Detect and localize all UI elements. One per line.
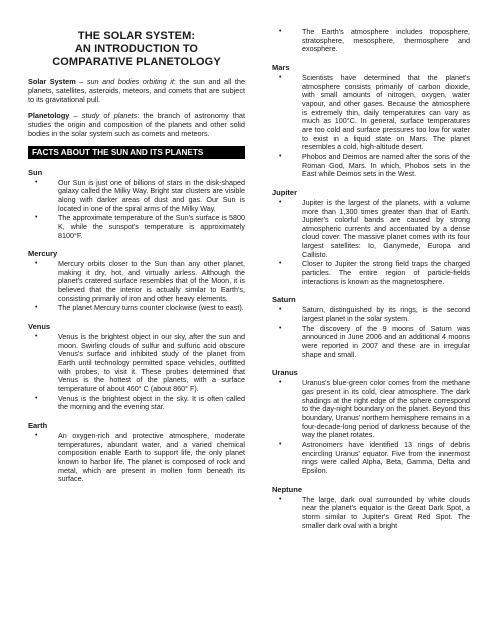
section-sun [28,168,245,241]
fact-item: • Saturn, distinguished by its rings, is the second largest planet in the solar system. [279,305,470,324]
fact-item: • The planet Mercury turns counter clockwise (west to east). [35,303,244,313]
short-def-solar-system: – sun and bodies orbiting it [75,77,174,86]
bullet-icon: • [279,260,282,268]
section-heading: Jupiter [272,187,298,197]
title-line-3: COMPARATIVE PLANETOLOGY [52,56,221,68]
bullet-icon: • [279,198,282,206]
bullet-icon: • [279,73,282,81]
fact-item: • Astronomers have identified 13 rings of debris encircling Uranus' equator. Five from the innermost rings were called Alpha, Beta, Gamma, Delta and Epsilon. [279,439,470,475]
title-line-1: THE SOLAR SYSTEM: [77,30,196,42]
bullet-icon: • [279,152,282,160]
bullet-icon: • [279,306,282,314]
section-saturn [272,295,470,359]
fact-item: • Uranus's blue-green color comes from the methane gas present in its cold, clear atmosphere. The dark shadings at the right edge of the sphere correspond to the day-night boundary on the planet. Beyond this boundary, Uranus' northern hemisphere remains in a four-decade-long period of darkness because of the way the planet rotates. [279,378,470,440]
bullet-icon: • [279,440,282,448]
section-mercury [28,249,245,313]
section-heading: Uranus [272,368,298,378]
bullet-icon: • [35,260,38,268]
fact-item: • Mercury orbits closer to the Sun than any other planet, making it dry, hot, and virtually airless. Although the planet's cratered surface resembles that of the Moon, it is believed that the interior is actually similar to Earth's, consisting primarily of iron and other heavy elements. [35,259,245,303]
short-def-planetology: – study of planets [69,111,138,121]
section-heading: Mercury [28,249,58,259]
fact-item: • Scientists have determined that the planet's atmosphere consists primarily of carbon dioxide, with small amounts of nitrogen, oxygen, water vapour, and other gases. Because the atmosphere is extremely thin, daily temperatures can vary as much as 100°C. In general, surface temperatures are too cold and surface pressures too low for water to exist in a liquid state on Mars. The planet resembles a cold, high-altitude desert. [279,72,470,152]
bullet-icon: • [279,28,282,35]
definition-planetology [28,111,245,138]
section-uranus [272,368,470,475]
section-heading: Earth [28,421,48,430]
fact-item: • The approximate temperature of the Sun's surface is 5800 K, while the sunspot's temperature is approximately 8100°F. [35,213,245,240]
term-solar-system: Solar System [28,77,76,86]
fact-item: • The Earth's atmosphere includes troposphere, stratosphere, mesosphere, thermosphere and exosphere. [279,27,470,54]
fact-item: • Closer to Jupiter the strong field traps the charged particles. The entire region of particle-fields interactions is known as the magnetosphere. [279,259,470,286]
term-planetology: Planetology [28,111,70,121]
title-line-2: AN INTRODUCTION TO [74,43,199,55]
definition-solar-system [28,77,245,104]
long-def-solar-system: : the sun and all the planets, satellites, asteroids, meteors, and comets that are subject to its gravitational pull. [28,77,245,105]
section-jupiter [272,188,470,287]
fact-item: • Phobos and Deimos are named after the sons of the Roman God, Mars. In which, Phobos sets in the East while Deimos sets in the West. [279,151,470,179]
section-earth [28,421,245,484]
bullet-icon: • [279,495,282,503]
bullet-icon: • [35,432,38,439]
long-def-planetology: : the branch of astronomy that studies the origin and composition of the planets and other solid bodies in the solar system such as comets and meteors. [28,111,245,139]
document-title [28,30,245,69]
bullet-icon: • [35,214,38,222]
left-column [28,30,245,493]
bullet-icon: • [35,178,38,186]
bullet-icon: • [35,394,38,402]
fact-item: • Jupiter is the largest of the planets, with a volume more than 1,300 times greater than that of Earth. Jupiter's colorful bands are caused by strong atmospheric currents and accentuated by a dense cloud cover. The massive planet comes with its four largest satellites: Io, Ganymede, Europa and Callisto. [279,197,470,259]
section-heading: Saturn [272,295,296,305]
bullet-icon: • [35,333,38,341]
section-heading: Sun [28,167,43,177]
fact-item: • Venus is the brightest object in the sky. It is often called the morning and the evening star. [35,393,245,412]
section-neptune [272,485,470,531]
fact-item: • An oxygen-rich and protective atmosphere, moderate temperatures, abundant water, and a varied chemical composition enable Earth to support life, the only planet known to harbor life. The planet is composed of rock and metal, which are present in molten form beneath its surface. [35,431,245,484]
bullet-icon: • [35,304,38,312]
facts-banner: FACTS ABOUT THE SUN AND ITS PLANETS [28,146,245,159]
fact-item: • The discovery of the 9 moons of Saturn was announced in June 2006 and an additional 4 moons were reported in 2007 and these are in irregular shape and small. [279,323,470,359]
section-heading: Neptune [272,484,302,494]
section-heading: Venus [28,322,51,332]
fact-item: • The large, dark oval surrounded by white clouds near the planet's equator is the Great Dark Spot, a storm similar to Jupiter's Great Red Spot. The smaller dark oval with a bright [279,494,470,530]
fact-item: • Venus is the brightest object in our sky, after the sun and moon. Swirling clouds of sulfur and sulfuric acid obscure Venus's surface and inhibited study of the planet from Earth until technology permitted space vehicles, outfitted with probes, to visit it. These probes determined that Venus is the hottest of the planets, with a surface temperature of about 460° C (about 860° F). [35,332,245,394]
right-column [272,27,470,539]
bullet-icon: • [279,379,282,387]
section-earth-continued [272,28,470,54]
section-venus [28,322,245,412]
section-mars [272,63,470,179]
fact-item: • Our Sun is just one of billions of stars in the disk-shaped galaxy called the Milky Way. Bright star clusters are visible along with darker areas of dust and gas. Our Sun is located in one of the spiral arms of the Milky Way. [35,177,245,213]
section-heading: Mars [272,62,290,72]
bullet-icon: • [279,324,282,332]
